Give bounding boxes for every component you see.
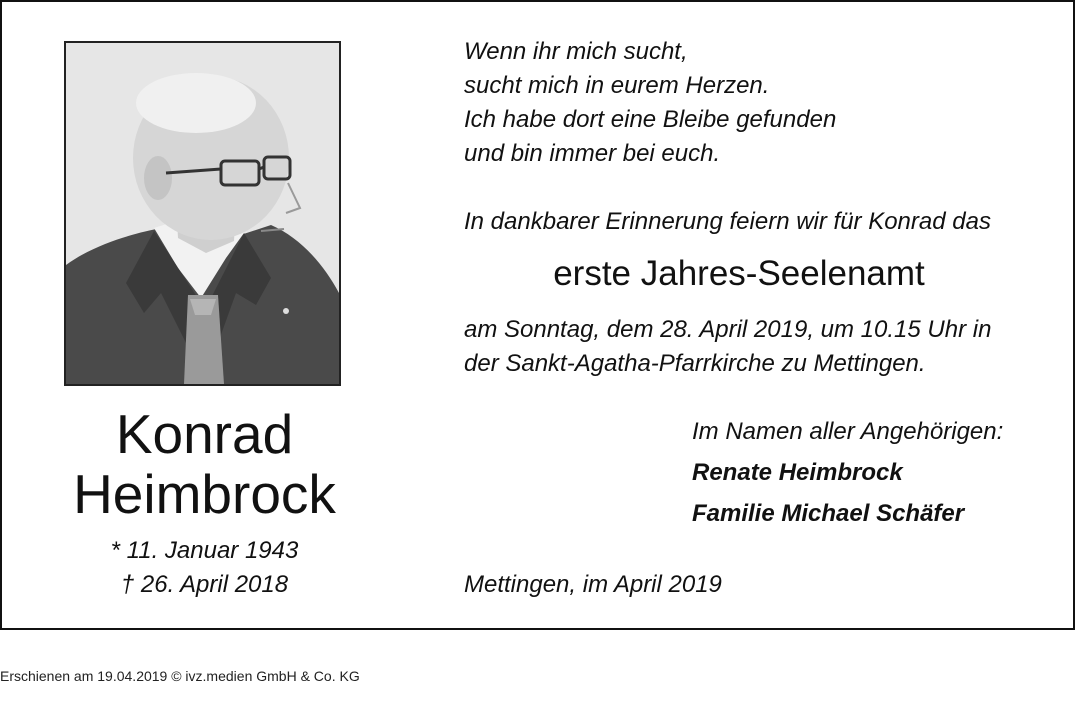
announcement-intro: In dankbarer Erinnerung feiern wir für Konrad das (464, 208, 991, 235)
deceased-last-name: Heimbrock (73, 463, 336, 525)
poem-line: und bin immer bei euch. (464, 140, 721, 167)
announcement-headline: erste Jahres-Seelenamt (553, 254, 925, 293)
signature-label: Im Namen aller Angehörigen: (692, 418, 1004, 445)
poem-line: Wenn ihr mich sucht, (464, 38, 688, 65)
poem (464, 35, 836, 171)
deceased-first-name: Konrad (115, 403, 294, 465)
poem-line: Ich habe dort eine Bleibe gefunden (464, 106, 837, 133)
place-date: Mettingen, im April 2019 (464, 571, 722, 598)
service-details-line: der Sankt-Agatha-Pfarrkirche zu Mettingen. (464, 350, 926, 377)
portrait-photo (64, 41, 341, 386)
poem-line: sucht mich in eurem Herzen. (464, 72, 770, 99)
life-dates (42, 534, 367, 602)
signer-name: Familie Michael Schäfer (692, 500, 965, 527)
service-details (464, 313, 991, 381)
deceased-name (42, 404, 367, 524)
signer-name: Renate Heimbrock (692, 459, 903, 486)
birth-date: * 11. Januar 1943 (110, 537, 299, 564)
publication-footer: Erschienen am 19.04.2019 © ivz.medien GmbH & Co. KG (0, 668, 360, 684)
death-date: † 26. April 2018 (120, 571, 289, 598)
service-details-line: am Sonntag, dem 28. April 2019, um 10.15 Uhr in (464, 316, 992, 343)
